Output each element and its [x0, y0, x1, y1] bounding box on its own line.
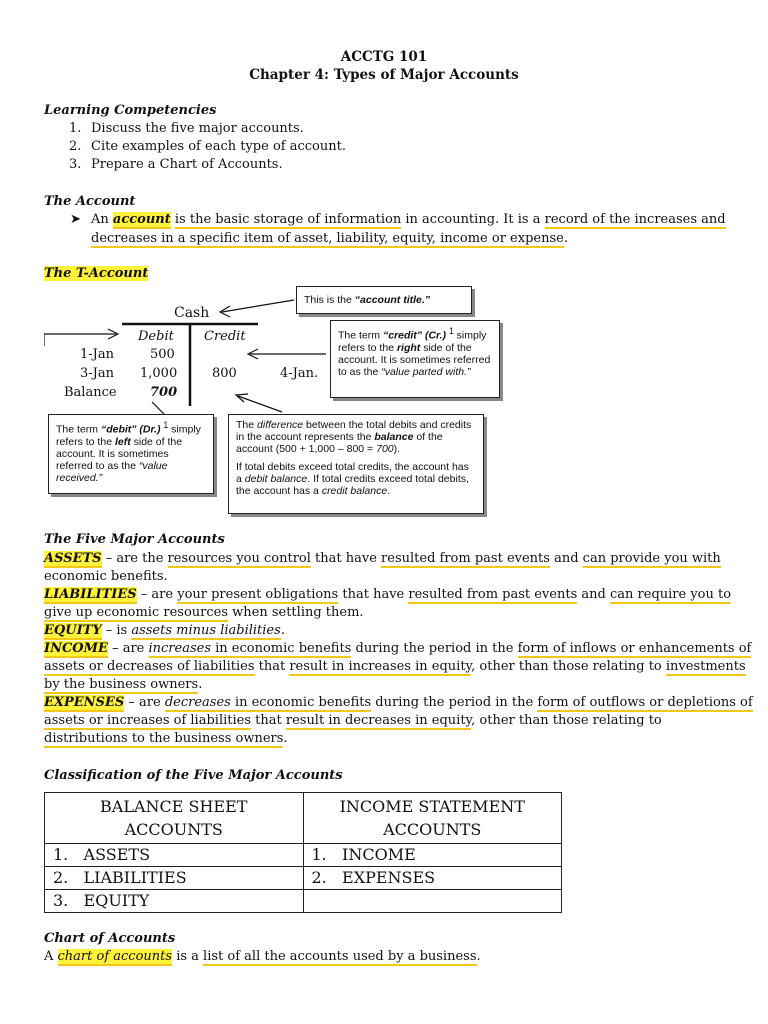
competency-item: 1. Discuss the five major accounts. [69, 121, 304, 136]
credit-header: Credit [204, 329, 246, 344]
chart-definition: A chart of accounts is a list of all the accounts used by a business. [44, 949, 481, 964]
expenses-definition-cont: assets or increases of liabilities that result in decreases in equity, other than those relating to [44, 713, 662, 728]
table-cell: 3. EQUITY [45, 890, 304, 913]
row-credit-date: 4-Jan. [280, 366, 319, 381]
income-definition: INCOME – are increases in economic benefits during the period in the form of inflows or enhancements of [44, 641, 752, 656]
table-cell: 2. LIABILITIES [45, 867, 304, 890]
assets-definition: ASSETS – are the resources you control that have resulted from past events and can provide you with [44, 551, 721, 566]
table-row [45, 890, 562, 913]
callout-credit: The term “credit” (Cr.) $^1$ simply refers to the right side of the account. It is sometimes referred to as the “value parted with.” [330, 320, 500, 398]
table-row [45, 867, 562, 890]
table-cell: 1. ASSETS [45, 844, 304, 867]
column-header: INCOME STATEMENT ACCOUNTS [303, 793, 562, 844]
row-credit: 800 [212, 366, 237, 381]
callout-debit: The term “debit” (Dr.) $^1$ simply refers to the left side of the account. It is sometimes referred to as the “value received.” [48, 414, 214, 494]
callout-balance: The difference between the total debits and credits in the account represents the balance of the account (500 + 1,000 – 800 = 700). If total debits exceed total credits, the account has a debit balance. If total credits exceed total debits, the account has a credit balance. [228, 414, 484, 514]
debit-header: Debit [138, 329, 174, 344]
row-debit: 500 [150, 347, 175, 362]
account-name: Cash [174, 305, 210, 321]
account-definition: An account is the basic storage of information in accounting. It is a record of the increases and [91, 212, 726, 227]
table-header-row [45, 793, 562, 844]
income-definition-cont: assets or decreases of liabilities that result in increases in equity, other than those relating to investments [44, 659, 746, 674]
row-debit: 1,000 [140, 366, 178, 381]
liabilities-definition: LIABILITIES – are your present obligations that have resulted from past events and can require you to [44, 587, 732, 602]
course-title: ACCTG 101 [340, 49, 428, 65]
competencies-heading: Learning Competencies [44, 103, 217, 118]
equity-definition: EQUITY – is assets minus liabilities. [44, 623, 285, 638]
expenses-definition: EXPENSES – are decreases in economic benefits during the period in the form of outflows or depletions of [44, 695, 753, 710]
row-date: 1-Jan [80, 347, 114, 362]
t-account-figure [44, 284, 504, 520]
table-cell: 2. EXPENSES [303, 867, 562, 890]
balance-label: Balance [64, 385, 117, 400]
competency-item: 3. Prepare a Chart of Accounts. [69, 157, 283, 172]
income-definition-cont2: by the business owners. [44, 677, 203, 692]
liabilities-definition-cont: give up economic resources when settling them. [44, 605, 364, 620]
table-cell [303, 890, 562, 913]
column-header: BALANCE SHEET ACCOUNTS [45, 793, 304, 844]
table-cell: 1. INCOME [303, 844, 562, 867]
expenses-definition-cont2: distributions to the business owners. [44, 731, 288, 746]
classification-table [44, 792, 562, 913]
arrow-bullet-icon: ➤ [70, 212, 81, 227]
account-definition-cont: decreases in a specific item of asset, liability, equity, income or expense. [91, 231, 568, 246]
table-row [45, 844, 562, 867]
balance-value: 700 [150, 385, 178, 400]
five-accounts-heading: The Five Major Accounts [44, 532, 225, 547]
classification-heading: Classification of the Five Major Accounts [44, 768, 343, 783]
callout-account-title: This is the “account title.” [296, 286, 472, 314]
chapter-title: Chapter 4: Types of Major Accounts [249, 67, 519, 83]
row-date: 3-Jan [80, 366, 114, 381]
competencies-list [69, 120, 346, 174]
taccount-heading: The T-Account [44, 266, 149, 281]
assets-definition-cont: economic benefits. [44, 569, 168, 584]
chart-heading: Chart of Accounts [44, 931, 176, 946]
competency-item: 2. Cite examples of each type of account. [69, 139, 346, 154]
account-heading: The Account [44, 194, 136, 209]
